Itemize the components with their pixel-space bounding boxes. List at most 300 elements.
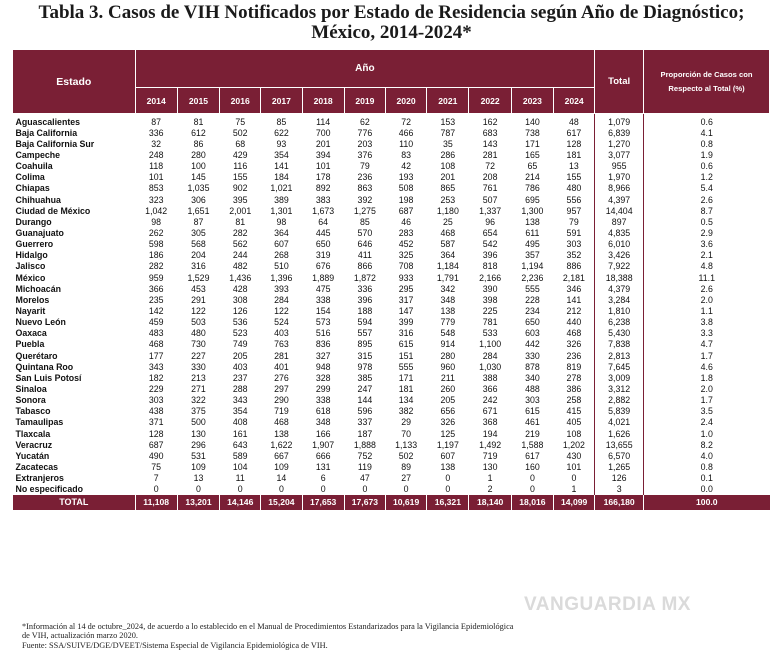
- year-value: 128: [148, 428, 164, 439]
- state-name: Sonora: [15, 395, 46, 406]
- state-name: Guerrero: [15, 239, 54, 250]
- year-value: 325: [398, 250, 414, 261]
- state-name: San Luis Potosí: [15, 372, 82, 383]
- year-value: 166: [315, 428, 331, 439]
- row-total: 7,645: [595, 361, 644, 372]
- table-row: [13, 417, 770, 428]
- year-value: 79: [569, 216, 579, 227]
- table-row: [13, 149, 770, 160]
- year-value: 531: [191, 450, 206, 461]
- year-value: 466: [398, 127, 414, 138]
- state-name: Nayarit: [15, 305, 46, 316]
- row-proportion: 2.0: [700, 294, 713, 305]
- year-value: 299: [315, 383, 331, 394]
- year-value: 376: [357, 149, 373, 160]
- year-value: 389: [274, 194, 289, 205]
- year-value: 315: [357, 350, 373, 361]
- row-total: 4,397: [595, 194, 644, 205]
- year-value: 781: [482, 317, 498, 328]
- year-value: 415: [566, 406, 582, 417]
- year-value: 237: [232, 372, 248, 383]
- year-value: 128: [566, 138, 582, 149]
- year-value: 147: [398, 305, 414, 316]
- state-name: México: [15, 272, 46, 283]
- state-name: Tamaulipas: [15, 417, 64, 428]
- year-value: 346: [566, 283, 582, 294]
- year-value: 468: [148, 339, 164, 350]
- year-value: 1,529: [187, 272, 210, 283]
- table-row: [13, 439, 770, 450]
- year-value: 204: [191, 250, 206, 261]
- year-value: 143: [482, 138, 498, 149]
- year-value: 878: [525, 361, 540, 372]
- year-value: 1: [487, 473, 493, 484]
- year-value: 14: [276, 473, 287, 484]
- total-year-value: 17,653: [302, 495, 344, 510]
- year-value: 327: [315, 350, 331, 361]
- year-value: 2,236: [521, 272, 544, 283]
- year-value: 343: [232, 395, 248, 406]
- row-total: 4,021: [595, 417, 644, 428]
- row-total: 897: [595, 216, 644, 227]
- state-name: Tlaxcala: [15, 428, 51, 439]
- year-value: 109: [191, 461, 206, 472]
- year-value: 0: [362, 484, 368, 495]
- year-value: 607: [440, 450, 456, 461]
- row-total: 3,312: [595, 383, 644, 394]
- year-value: 153: [440, 116, 456, 127]
- row-total: 18,388: [595, 272, 644, 283]
- table-row: [13, 227, 770, 238]
- year-value: 656: [440, 406, 456, 417]
- year-value: 1,184: [436, 261, 459, 272]
- year-value: 395: [232, 194, 248, 205]
- year-value: 375: [191, 406, 206, 417]
- year-value: 75: [235, 116, 246, 127]
- table-row: [13, 305, 770, 316]
- year-value: 371: [148, 417, 164, 428]
- header-total: Total: [595, 50, 644, 114]
- year-value: 108: [566, 428, 582, 439]
- year-value: 87: [151, 116, 162, 127]
- year-value: 271: [191, 383, 206, 394]
- year-value: 396: [357, 294, 373, 305]
- year-value: 622: [274, 127, 289, 138]
- year-value: 429: [232, 149, 248, 160]
- year-value: 303: [525, 395, 540, 406]
- year-value: 108: [440, 161, 456, 172]
- year-value: 482: [232, 261, 248, 272]
- year-value: 225: [482, 305, 498, 316]
- year-value: 960: [440, 361, 456, 372]
- year-value: 480: [191, 328, 206, 339]
- year-value: 687: [398, 205, 414, 216]
- table-row: [13, 473, 770, 484]
- year-value: 445: [315, 227, 331, 238]
- year-value: 86: [193, 138, 204, 149]
- year-value: 570: [357, 227, 373, 238]
- year-value: 357: [525, 250, 540, 261]
- grand-proportion: 100.0: [644, 495, 770, 510]
- total-year-value: 15,204: [261, 495, 302, 510]
- year-value: 396: [482, 250, 498, 261]
- state-name: Ciudad de México: [15, 205, 91, 216]
- year-value: 109: [274, 461, 289, 472]
- year-value: 161: [232, 428, 248, 439]
- row-total: 3,077: [595, 149, 644, 160]
- row-proportion: 5.4: [700, 183, 713, 194]
- footnote-line-2: de VIH, actualización marzo 2020.: [22, 631, 138, 641]
- table-row: [13, 194, 770, 205]
- state-name: Querétaro: [15, 350, 58, 361]
- row-proportion: 0.5: [700, 216, 713, 227]
- year-value: 330: [525, 350, 540, 361]
- year-value: 83: [401, 149, 411, 160]
- year-value: 0: [403, 484, 409, 495]
- row-total: 3,009: [595, 372, 644, 383]
- row-proportion: 1.7: [700, 350, 713, 361]
- year-value: 394: [315, 149, 331, 160]
- header-year: 2023: [511, 88, 553, 114]
- year-value: 819: [566, 361, 582, 372]
- state-name: Puebla: [15, 339, 45, 350]
- year-value: 2,181: [562, 272, 585, 283]
- footnotes: [22, 622, 722, 650]
- year-value: 650: [525, 317, 540, 328]
- year-value: 138: [274, 428, 289, 439]
- row-proportion: 1.1: [700, 305, 713, 316]
- row-total: 6,238: [595, 317, 644, 328]
- year-value: 786: [525, 183, 540, 194]
- table-row: [13, 461, 770, 472]
- table-row: [13, 172, 770, 183]
- total-year-value: 14,146: [220, 495, 261, 510]
- year-value: 87: [193, 216, 204, 227]
- state-name: Zacatecas: [15, 461, 59, 472]
- state-name: Nuevo León: [15, 317, 66, 328]
- year-value: 25: [442, 216, 453, 227]
- total-year-value: 10,619: [386, 495, 427, 510]
- year-value: 392: [357, 194, 373, 205]
- row-proportion: 3.8: [700, 317, 713, 328]
- row-proportion: 1.0: [700, 428, 713, 439]
- year-value: 483: [148, 328, 164, 339]
- year-value: 0: [320, 484, 326, 495]
- year-value: 676: [315, 261, 331, 272]
- row-proportion: 3.6: [700, 239, 713, 250]
- year-value: 364: [274, 227, 289, 238]
- year-value: 68: [235, 138, 246, 149]
- year-value: 488: [525, 383, 540, 394]
- row-proportion: 4.8: [700, 261, 713, 272]
- year-value: 611: [525, 227, 540, 238]
- year-value: 131: [315, 461, 331, 472]
- year-value: 323: [148, 194, 164, 205]
- year-value: 336: [148, 127, 164, 138]
- row-proportion: 2.6: [700, 283, 713, 294]
- state-name: Tabasco: [15, 406, 51, 417]
- row-proportion: 8.2: [700, 439, 713, 450]
- table-row: [13, 361, 770, 372]
- year-value: 366: [148, 283, 164, 294]
- total-year-value: 13,201: [177, 495, 219, 510]
- header-year: 2017: [261, 88, 302, 114]
- row-total: 2,813: [595, 350, 644, 361]
- year-value: 502: [232, 127, 248, 138]
- year-value: 666: [315, 450, 331, 461]
- state-name: Chiapas: [15, 183, 50, 194]
- year-value: 382: [398, 406, 414, 417]
- year-value: 730: [191, 339, 206, 350]
- year-value: 1,622: [270, 439, 293, 450]
- year-value: 536: [232, 317, 248, 328]
- year-value: 0: [571, 473, 577, 484]
- year-value: 286: [440, 149, 456, 160]
- row-proportion: 0.8: [700, 461, 713, 472]
- state-name: Yucatán: [15, 450, 50, 461]
- year-value: 459: [148, 317, 164, 328]
- year-value: 282: [232, 227, 248, 238]
- year-value: 650: [315, 239, 331, 250]
- year-value: 1,492: [479, 439, 502, 450]
- row-proportion: 4.0: [700, 450, 713, 461]
- year-value: 177: [148, 350, 164, 361]
- year-value: 141: [274, 161, 289, 172]
- year-value: 687: [148, 439, 164, 450]
- state-name: Aguascalientes: [15, 116, 81, 127]
- year-value: 959: [148, 272, 164, 283]
- year-value: 533: [482, 328, 498, 339]
- year-value: 749: [232, 339, 248, 350]
- year-value: 85: [276, 116, 287, 127]
- year-value: 64: [318, 216, 329, 227]
- row-total: 5,839: [595, 406, 644, 417]
- table-row: [13, 328, 770, 339]
- year-value: 27: [401, 473, 411, 484]
- table-row: [13, 250, 770, 261]
- table-row: [13, 272, 770, 283]
- year-value: 81: [193, 116, 204, 127]
- year-value: 317: [398, 294, 414, 305]
- year-value: 500: [191, 417, 206, 428]
- year-value: 524: [274, 317, 289, 328]
- year-value: 401: [274, 361, 289, 372]
- total-year-value: 14,099: [554, 495, 595, 510]
- year-value: 208: [482, 172, 498, 183]
- year-value: 201: [315, 138, 331, 149]
- year-value: 776: [357, 127, 373, 138]
- year-value: 615: [398, 339, 414, 350]
- year-value: 81: [235, 216, 246, 227]
- year-value: 683: [482, 127, 498, 138]
- year-value: 1,042: [145, 205, 168, 216]
- year-value: 440: [566, 317, 582, 328]
- year-value: 119: [357, 461, 372, 472]
- year-value: 368: [482, 417, 498, 428]
- table-row: [13, 317, 770, 328]
- year-value: 612: [191, 127, 206, 138]
- year-value: 615: [525, 406, 540, 417]
- year-value: 276: [274, 372, 289, 383]
- year-value: 130: [191, 428, 206, 439]
- year-value: 1,588: [521, 439, 544, 450]
- total-year-value: 16,321: [427, 495, 469, 510]
- year-value: 1,100: [479, 339, 502, 350]
- year-value: 247: [357, 383, 373, 394]
- year-value: 258: [566, 395, 582, 406]
- year-value: 134: [398, 395, 414, 406]
- year-value: 110: [399, 138, 414, 149]
- year-value: 863: [357, 183, 373, 194]
- year-value: 1,035: [187, 183, 210, 194]
- year-value: 145: [191, 172, 206, 183]
- table-row: [13, 138, 770, 149]
- title-line-1: Tabla 3. Casos de VIH Notificados por Estado de Residencia según Año de Diagnóstico;: [38, 2, 745, 23]
- row-total: 2,882: [595, 395, 644, 406]
- row-proportion: 4.6: [700, 361, 713, 372]
- year-value: 405: [566, 417, 582, 428]
- table-row: [13, 484, 770, 495]
- row-total: 3,284: [595, 294, 644, 305]
- year-value: 229: [148, 383, 164, 394]
- total-year-value: 11,108: [135, 495, 177, 510]
- state-name: Extranjeros: [15, 473, 64, 484]
- year-value: 211: [440, 372, 455, 383]
- year-value: 326: [566, 339, 582, 350]
- year-value: 1,194: [521, 261, 544, 272]
- year-value: 354: [232, 406, 248, 417]
- year-value: 47: [360, 473, 370, 484]
- year-value: 330: [191, 361, 206, 372]
- year-value: 508: [398, 183, 414, 194]
- row-proportion: 4.1: [700, 127, 713, 138]
- year-value: 104: [232, 461, 248, 472]
- table-row: [13, 406, 770, 417]
- year-value: 32: [151, 138, 162, 149]
- year-value: 408: [232, 417, 248, 428]
- year-value: 297: [274, 383, 289, 394]
- year-value: 865: [440, 183, 456, 194]
- year-value: 502: [398, 450, 414, 461]
- year-value: 352: [566, 250, 582, 261]
- year-value: 187: [357, 428, 373, 439]
- year-value: 284: [482, 350, 498, 361]
- row-total: 13,655: [595, 439, 644, 450]
- year-value: 126: [232, 305, 248, 316]
- row-total: 6,570: [595, 450, 644, 461]
- row-total: 4,835: [595, 227, 644, 238]
- year-value: 322: [191, 395, 206, 406]
- year-value: 337: [357, 417, 373, 428]
- year-value: 48: [569, 116, 579, 127]
- year-value: 607: [274, 239, 289, 250]
- table-row: [13, 294, 770, 305]
- year-value: 1,275: [353, 205, 376, 216]
- year-value: 933: [398, 272, 414, 283]
- row-total: 5,430: [595, 328, 644, 339]
- table-row: [13, 372, 770, 383]
- year-value: 0: [237, 484, 243, 495]
- row-total: 955: [595, 161, 644, 172]
- year-value: 186: [148, 250, 164, 261]
- year-value: 79: [360, 161, 370, 172]
- table-row: [13, 114, 770, 128]
- year-value: 253: [440, 194, 456, 205]
- table-row: [13, 183, 770, 194]
- year-value: 138: [440, 461, 456, 472]
- year-value: 428: [232, 283, 248, 294]
- state-name: Oaxaca: [15, 328, 47, 339]
- row-proportion: 0.8: [700, 138, 713, 149]
- year-value: 284: [274, 294, 289, 305]
- year-value: 235: [148, 294, 164, 305]
- state-name: Durango: [15, 216, 52, 227]
- table-row: [13, 205, 770, 216]
- header-year: 2019: [344, 88, 385, 114]
- year-value: 617: [525, 450, 540, 461]
- row-total: 1,810: [595, 305, 644, 316]
- row-total: 1,079: [595, 114, 644, 128]
- year-value: 761: [482, 183, 498, 194]
- year-value: 738: [525, 127, 540, 138]
- header-year: 2018: [302, 88, 344, 114]
- year-value: 205: [440, 395, 456, 406]
- row-total: 1,626: [595, 428, 644, 439]
- table-row: [13, 428, 770, 439]
- year-value: 700: [315, 127, 331, 138]
- year-value: 480: [566, 183, 582, 194]
- total-year-value: 18,016: [511, 495, 553, 510]
- row-total: 8,966: [595, 183, 644, 194]
- year-value: 295: [398, 283, 414, 294]
- row-total: 6,010: [595, 239, 644, 250]
- year-value: 1,030: [479, 361, 502, 372]
- row-proportion: 0.6: [700, 161, 713, 172]
- year-value: 495: [525, 239, 540, 250]
- year-value: 568: [191, 239, 206, 250]
- header-year: 2016: [220, 88, 261, 114]
- year-value: 1,197: [436, 439, 459, 450]
- year-value: 866: [357, 261, 373, 272]
- year-value: 562: [232, 239, 248, 250]
- year-value: 594: [357, 317, 373, 328]
- year-value: 93: [276, 138, 287, 149]
- year-value: 617: [566, 127, 582, 138]
- year-value: 165: [525, 149, 540, 160]
- table-row: [13, 395, 770, 406]
- year-value: 98: [276, 216, 287, 227]
- year-value: 282: [148, 261, 164, 272]
- source-note: Fuente: SSA/SUIVE/DGE/DVEET/Sistema Especial de Vigilancia Epidemiológica de VIH.: [22, 640, 328, 650]
- year-value: 1,791: [436, 272, 459, 283]
- year-value: 895: [357, 339, 373, 350]
- year-value: 490: [148, 450, 164, 461]
- year-value: 138: [525, 216, 540, 227]
- year-value: 116: [233, 161, 248, 172]
- year-value: 598: [148, 239, 164, 250]
- year-value: 288: [232, 383, 248, 394]
- year-value: 0: [529, 484, 535, 495]
- year-value: 75: [151, 461, 162, 472]
- year-value: 283: [398, 227, 414, 238]
- year-value: 65: [527, 161, 538, 172]
- total-year-value: 17,673: [344, 495, 385, 510]
- header-year: 2014: [135, 88, 177, 114]
- year-value: 430: [566, 450, 582, 461]
- year-value: 242: [482, 395, 498, 406]
- year-value: 305: [191, 227, 206, 238]
- header-year: 2020: [386, 88, 427, 114]
